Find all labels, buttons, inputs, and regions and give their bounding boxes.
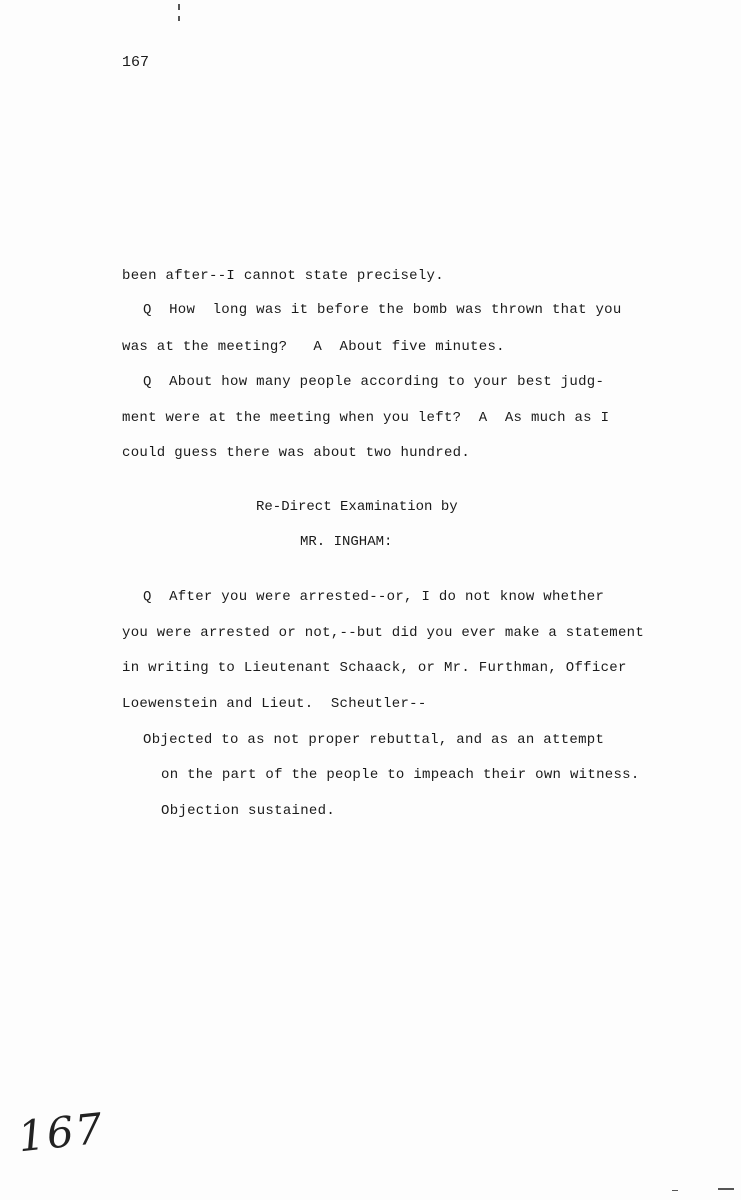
handwritten-page-number: 167 <box>15 1103 107 1162</box>
redirect-line: in writing to Lieutenant Schaack, or Mr. Furthman, Officer <box>122 660 627 676</box>
redirect-line: you were arrested or not,--but did you ever make a statement <box>122 625 645 641</box>
ruling-line: Objected to as not proper rebuttal, and as an attempt <box>143 732 605 748</box>
ruling-line: Objection sustained. <box>161 803 336 819</box>
section-heading-examiner: MR. INGHAM: <box>300 534 393 550</box>
testimony-line: could guess there was about two hundred. <box>122 445 471 461</box>
page-number: 167 <box>122 54 150 71</box>
redirect-line: Loewenstein and Lieut. Scheutler-- <box>122 696 427 712</box>
scan-mark <box>718 1188 734 1190</box>
testimony-line: ment were at the meeting when you left? A As much as I <box>122 410 610 426</box>
redirect-line: Q After you were arrested--or, I do not know whether <box>143 589 605 605</box>
testimony-line: was at the meeting? A About five minutes. <box>122 339 505 355</box>
testimony-line: been after--I cannot state precisely. <box>122 268 444 284</box>
scan-mark <box>178 4 180 10</box>
testimony-line: Q About how many people according to your best judg- <box>143 374 605 390</box>
section-heading: Re-Direct Examination by <box>256 499 458 515</box>
ruling-line: on the part of the people to impeach their own witness. <box>161 767 640 783</box>
scan-mark <box>178 16 180 21</box>
testimony-line: Q How long was it before the bomb was thrown that you <box>143 302 622 318</box>
scan-mark <box>672 1190 678 1191</box>
